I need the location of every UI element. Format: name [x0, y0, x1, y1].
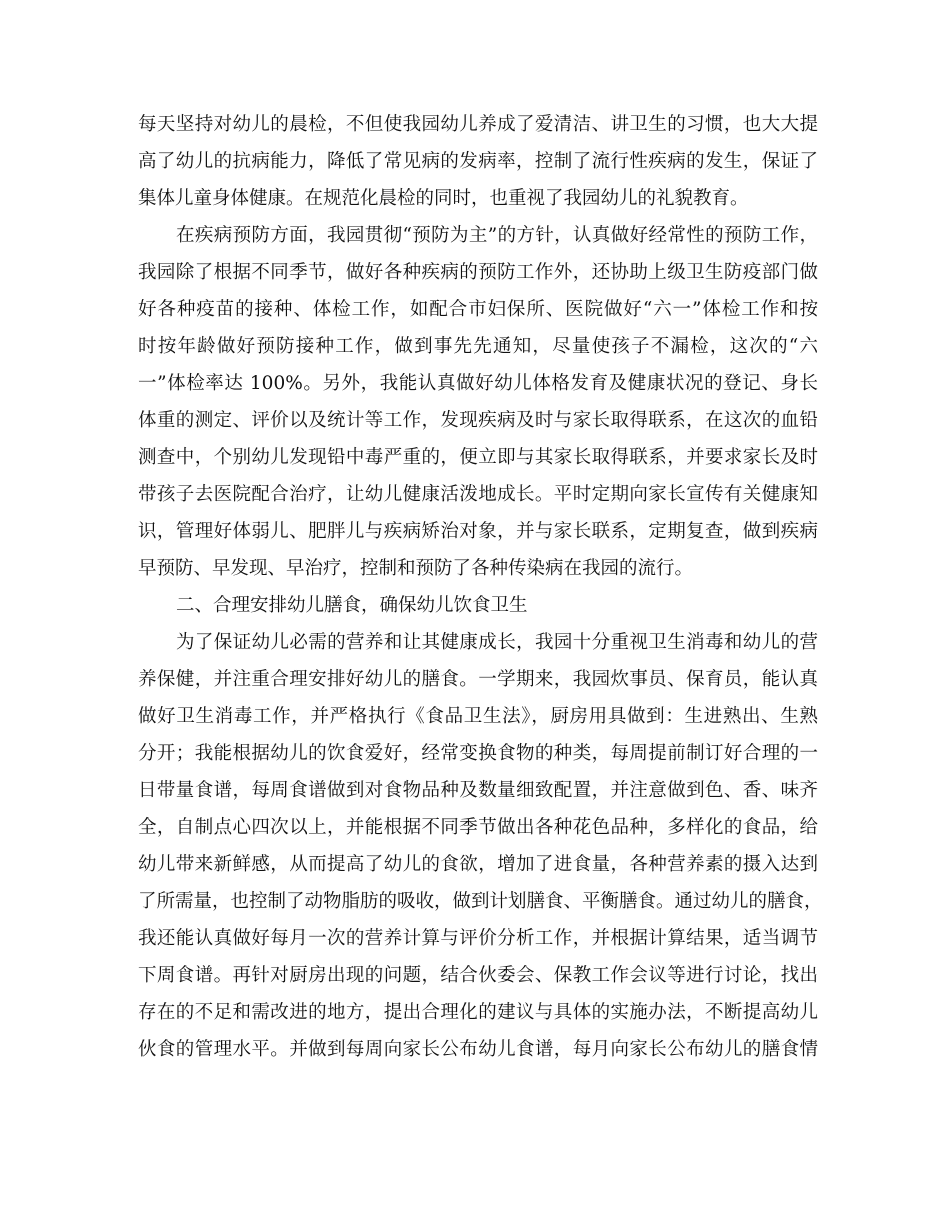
text-line: 体重的测定、评价以及统计等工作，发现疾病及时与家长取得联系，在这次的血铅	[138, 410, 818, 431]
text-line: 了所需量，也控制了动物脂肪的吸收，做到计划膳食、平衡膳食。通过幼儿的膳食，	[138, 891, 823, 912]
text-line: 识，管理好体弱儿、肥胖儿与疾病矫治对象，并与家长联系，定期复查，做到疾病	[138, 521, 818, 542]
text-line: 带孩子去医院配合治疗，让幼儿健康活泼地成长。平时定期向家长宣传有关健康知	[138, 484, 818, 505]
text-line: 我还能认真做好每月一次的营养计算与评价分析工作，并根据计算结果，适当调节	[138, 928, 818, 949]
text-line: 测查中，个别幼儿发现铅中毒严重的，便立即与其家长取得联系，并要求家长及时	[138, 447, 818, 468]
text-line: 一”体检率达 100%。另外，我能认真做好幼儿体格发育及健康状况的登记、身长	[138, 373, 818, 394]
text-line: 养保健，并注重合理安排好幼儿的膳食。一学期来，我园炊事员、保育员，能认真	[138, 669, 818, 690]
text-line: 分开；我能根据幼儿的饮食爱好，经常变换食物的种类，每周提前制订好合理的一	[138, 743, 818, 764]
text-line: 每天坚持对幼儿的晨检，不但使我园幼儿养成了爱清洁、讲卫生的习惯，也大大提	[138, 114, 818, 135]
text-line: 高了幼儿的抗病能力，降低了常见病的发病率，控制了流行性疾病的发生，保证了	[138, 151, 818, 172]
text-line: 为了保证幼儿必需的营养和让其健康成长，我园十分重视卫生消毒和幼儿的营	[176, 632, 818, 653]
text-line: 二、合理安排幼儿膳食，确保幼儿饮食卫生	[176, 595, 528, 616]
text-line: 集体儿童身体健康。在规范化晨检的同时，也重视了我园幼儿的礼貌教育。	[138, 188, 749, 209]
text-line: 在疾病预防方面，我园贯彻“预防为主”的方针，认真做好经常性的预防工作，	[176, 225, 818, 246]
text-line: 时按年龄做好预防接种工作，做到事先先通知，尽量使孩子不漏检，这次的“六	[138, 336, 818, 357]
text-line: 伙食的管理水平。并做到每周向家长公布幼儿食谱，每月向家长公布幼儿的膳食情	[138, 1039, 818, 1060]
text-line: 我园除了根据不同季节，做好各种疾病的预防工作外，还协助上级卫生防疫部门做	[138, 262, 818, 283]
text-line: 存在的不足和需改进的地方，提出合理化的建议与具体的实施办法，不断提高幼儿	[138, 1002, 818, 1023]
text-line: 好各种疫苗的接种、体检工作，如配合市妇保所、医院做好“六一”体检工作和按	[138, 299, 818, 320]
text-line: 下周食谱。再针对厨房出现的问题，结合伙委会、保教工作会议等进行讨论，找出	[138, 965, 818, 986]
text-line: 全，自制点心四次以上，并能根据不同季节做出各种花色品种，多样化的食品，给	[138, 817, 818, 838]
text-line: 早预防、早发现、早治疗，控制和预防了各种传染病在我园的流行。	[138, 558, 694, 579]
text-line: 做好卫生消毒工作，并严格执行《食品卫生法》，厨房用具做到：生进熟出、生熟	[138, 706, 818, 727]
text-line: 幼儿带来新鲜感，从而提高了幼儿的食欲，增加了进食量，各种营养素的摄入达到	[138, 854, 818, 875]
text-line: 日带量食谱，每周食谱做到对食物品种及数量细致配置，并注意做到色、香、味齐	[138, 780, 818, 801]
